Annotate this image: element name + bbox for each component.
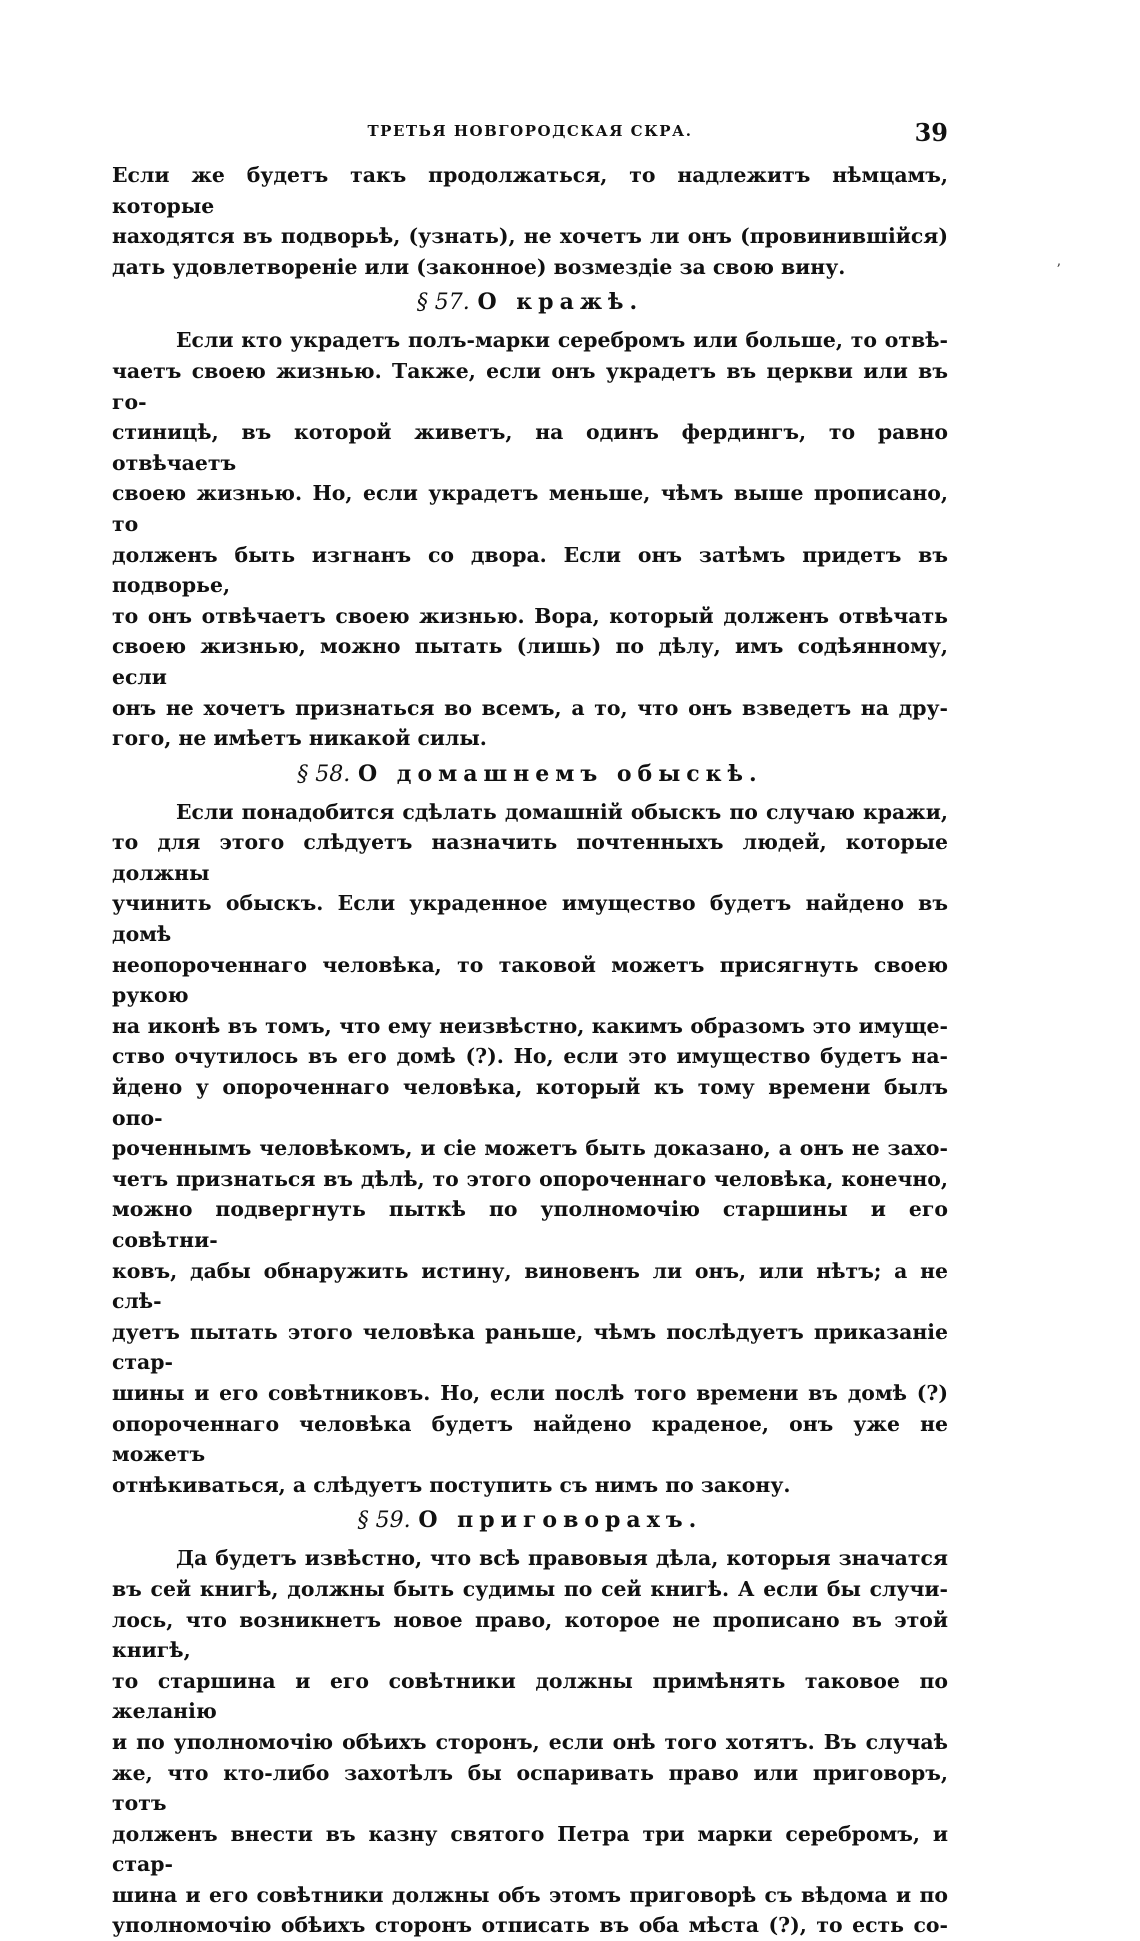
text-line: стиницѣ, въ которой живетъ, на одинъ фердингъ, то равно отвѣчаетъ bbox=[112, 420, 948, 475]
section-title: О кражѣ. bbox=[477, 289, 644, 316]
text-line: гого, не имѣетъ никакой силы. bbox=[112, 726, 487, 751]
text-line: въ сей книгѣ, должны быть судимы по сей книгѣ. А если бы случи- bbox=[112, 1576, 948, 1601]
text-line: учинить обыскъ. Если украденное имущество будетъ найдено въ домѣ bbox=[112, 891, 948, 947]
running-header bbox=[112, 118, 948, 152]
text-line: же, что кто-либо захотѣлъ бы оспаривать право или приговоръ, тотъ bbox=[112, 1760, 948, 1816]
section-59-body bbox=[112, 1543, 948, 1941]
text-line: дуетъ пытать этого человѣка раньше, чѣмъ послѣдуетъ приказаніе стар- bbox=[112, 1319, 948, 1375]
margin-mark: ʼ bbox=[1056, 262, 1061, 278]
text-line: Да будетъ извѣстно, что всѣ правовыя дѣла, которыя значатся bbox=[176, 1546, 948, 1571]
text-line: отнѣкиваться, а слѣдуетъ поступить съ нимъ по закону. bbox=[112, 1472, 791, 1497]
text-line: уполномочію обѣихъ сторонъ отписать въ оба мѣста (?), то есть со- bbox=[112, 1913, 948, 1938]
text-line: опороченнаго человѣка будетъ найдено краденое, онъ уже не можетъ bbox=[112, 1411, 948, 1467]
text-line: четъ признаться въ дѣлѣ, то этого опороченнаго человѣка, конечно, bbox=[112, 1166, 948, 1191]
section-heading-57 bbox=[112, 286, 948, 319]
section-heading-59 bbox=[112, 1504, 948, 1537]
page-number: 39 bbox=[914, 118, 948, 147]
section-sign: § 58. bbox=[297, 761, 351, 787]
text-line: то онъ отвѣчаетъ своею жизнью. Вора, который долженъ отвѣчать bbox=[112, 603, 948, 628]
text-line: находятся въ подворьѣ, (узнать), не хочетъ ли онъ (провинившійся) bbox=[112, 224, 948, 249]
section-heading-58 bbox=[112, 758, 948, 791]
text-line: долженъ внести въ казну святого Петра три марки серебромъ, и стар- bbox=[112, 1821, 948, 1877]
text-line: чаетъ своею жизнью. Также, если онъ украдетъ въ церкви или въ го- bbox=[112, 358, 948, 414]
section-57-body bbox=[112, 325, 948, 753]
text-line: неопороченнаго человѣка, то таковой можетъ присягнуть своею рукою bbox=[112, 952, 948, 1008]
section-title: О домашнемъ обыскѣ. bbox=[357, 760, 763, 787]
section-58-body bbox=[112, 797, 948, 1501]
text-line: онъ не хочетъ признаться во всемъ, а то, что онъ взведетъ на дру- bbox=[112, 695, 948, 720]
text-line: то для этого слѣдуетъ назначить почтенныхъ людей, которые должны bbox=[112, 830, 948, 885]
text-line: долженъ быть изгнанъ со двора. Если онъ затѣмъ придетъ въ подворье, bbox=[112, 542, 948, 598]
text-line: дать удовлетвореніе или (законное) возмездіе за свою вину. bbox=[112, 254, 846, 279]
text-line: шина и его совѣтники должны объ этомъ приговорѣ съ вѣдома и по bbox=[112, 1882, 948, 1907]
text-line: роченнымъ человѣкомъ, и сіе можетъ быть доказано, а онъ не захо- bbox=[112, 1136, 948, 1161]
text-line: своею жизнью, можно пытать (лишь) по дѣлу, имъ содѣянному, если bbox=[112, 634, 948, 689]
book-page bbox=[112, 118, 948, 1941]
text-line: и по уполномочію обѣихъ сторонъ, если онѣ того хотятъ. Въ случаѣ bbox=[112, 1729, 948, 1754]
text-line: шины и его совѣтниковъ. Но, если послѣ того времени въ домѣ (?) bbox=[112, 1380, 948, 1405]
intro-paragraph bbox=[112, 160, 948, 282]
text-line: лось, что возникнетъ новое право, которое не прописано въ этой книгѣ, bbox=[112, 1607, 948, 1663]
text-line: своею жизнью. Но, если украдетъ меньше, чѣмъ выше прописано, то bbox=[112, 481, 948, 536]
text-line: ковъ, дабы обнаружить истину, виновенъ ли онъ, или нѣтъ; а не слѣ- bbox=[112, 1258, 948, 1314]
text-line: на иконѣ въ томъ, что ему неизвѣстно, какимъ образомъ это имуще- bbox=[112, 1013, 948, 1038]
text-line: йдено у опороченнаго человѣка, который къ тому времени былъ опо- bbox=[112, 1075, 948, 1130]
running-title: ТРЕТЬЯ НОВГОРОДСКАЯ СКРА. bbox=[367, 122, 693, 140]
text-line: можно подвергнуть пыткѣ по уполномочію старшины и его совѣтни- bbox=[112, 1197, 948, 1252]
section-sign: § 57. bbox=[416, 290, 470, 316]
text-line: ство очутилось въ его домѣ (?). Но, если это имущество будетъ на- bbox=[112, 1044, 948, 1069]
text-line: то старшина и его совѣтники должны примѣнять таковое по желанію bbox=[112, 1668, 948, 1724]
text-line: Если же будетъ такъ продолжаться, то надлежитъ нѣмцамъ, которые bbox=[112, 163, 948, 218]
section-sign: § 59. bbox=[357, 1508, 411, 1534]
text-line: Если понадобится сдѣлать домашній обыскъ по случаю кражи, bbox=[176, 799, 948, 824]
section-title: О приговорахъ. bbox=[418, 1507, 703, 1534]
text-line: Если кто украдетъ полъ-марки серебромъ или больше, то отвѣ- bbox=[176, 328, 948, 353]
